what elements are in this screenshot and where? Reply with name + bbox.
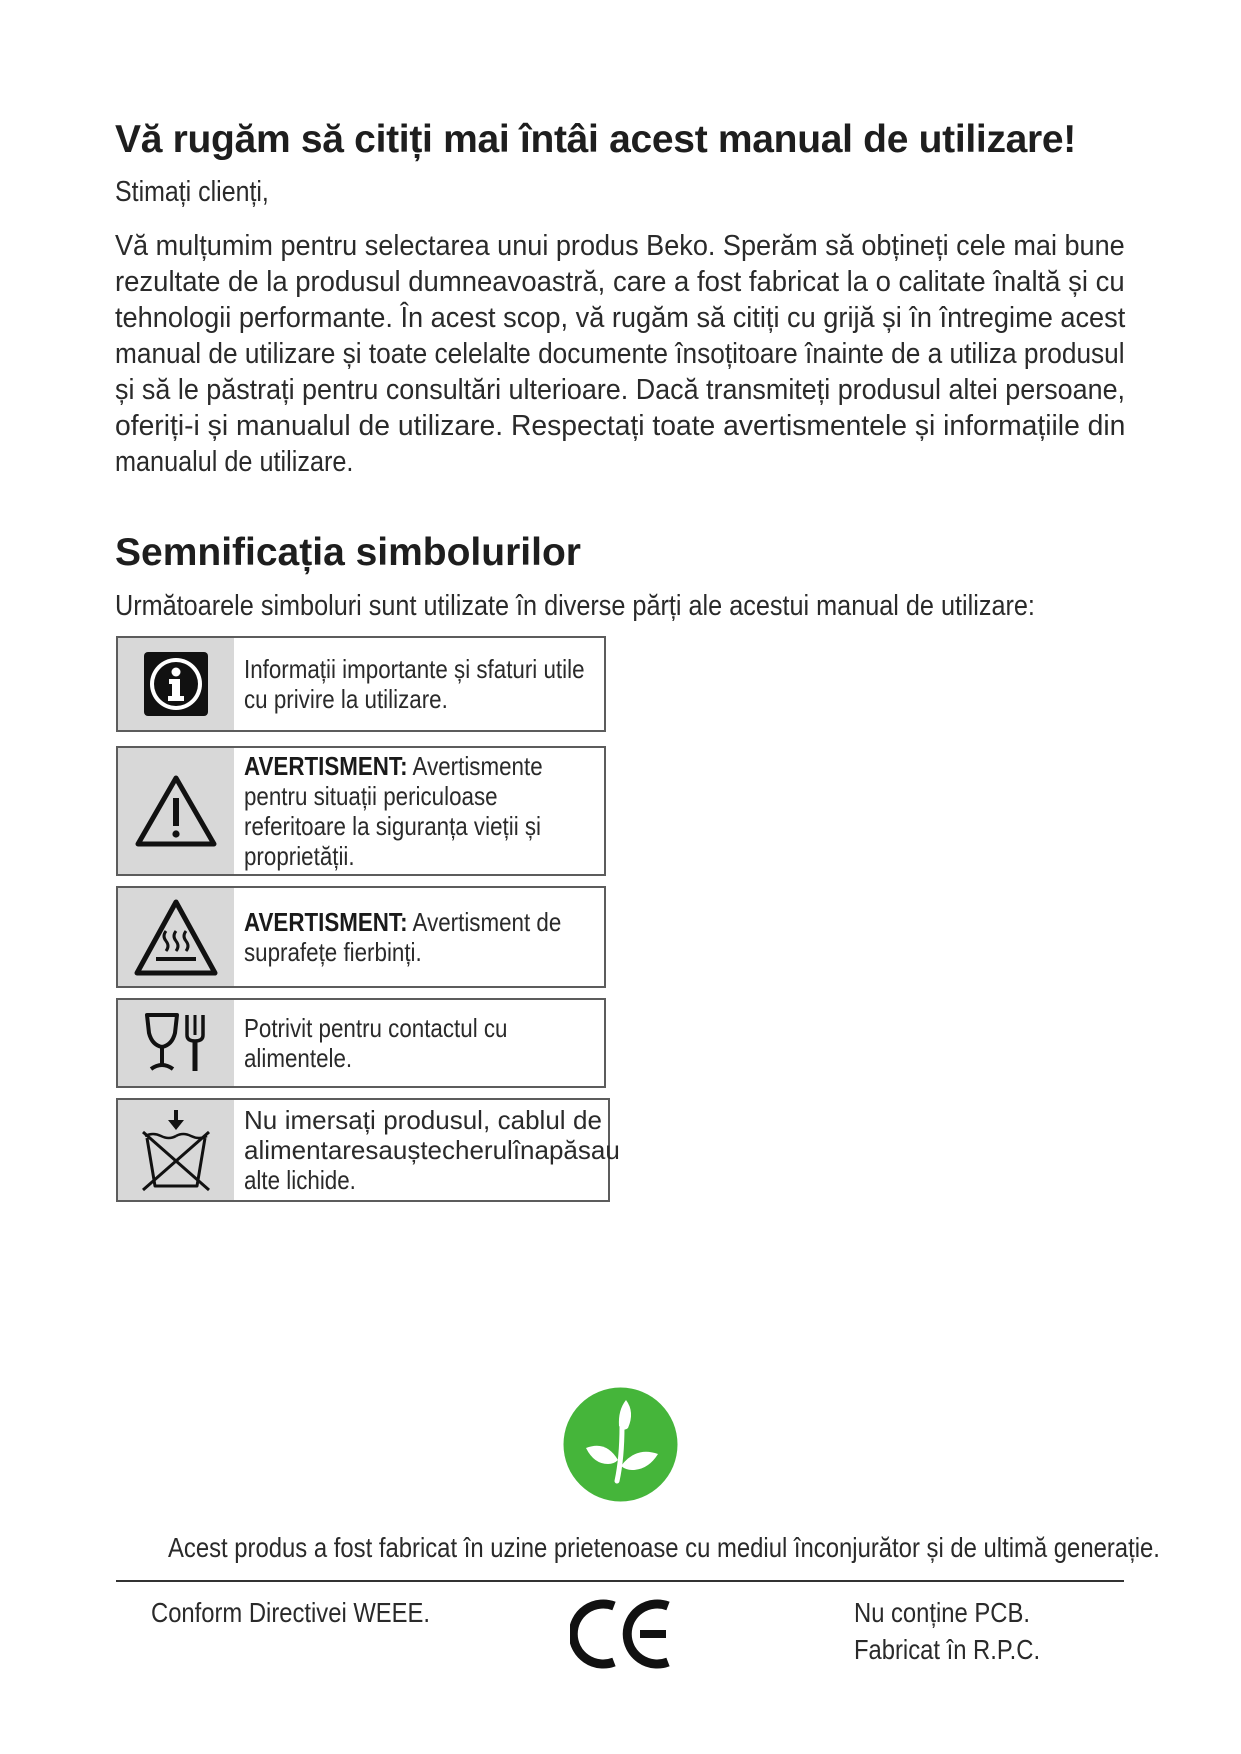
divider <box>116 1580 1124 1582</box>
section-title: Semnificația simbolurilor <box>115 531 581 574</box>
warning-label: AVERTISMENT: <box>244 907 408 937</box>
symbol-row-do-not-immerse <box>116 1098 620 1202</box>
symbol-text-line: pentru situații periculoase <box>244 781 498 811</box>
symbol-row-warning <box>116 746 606 876</box>
warning-icon <box>134 774 218 848</box>
page-title: Vă rugăm să citiți mai întâi acest manual de utilizare! <box>115 118 1076 161</box>
justified-word: sau <box>577 1135 620 1165</box>
origin-note: Fabricat în R.P.C. <box>854 1634 1041 1665</box>
justified-word: produsul, <box>383 1105 491 1135</box>
symbol-row-info <box>116 636 606 732</box>
symbol-text-line-justified <box>244 1135 620 1165</box>
weee-compliance: Conform Directivei WEEE. <box>151 1597 431 1628</box>
justified-word: ștecherul <box>407 1135 513 1165</box>
justified-word: cablul <box>497 1105 566 1135</box>
intro-paragraph <box>115 228 1125 480</box>
section-subtitle: Următoarele simboluri sunt utilizate în diverse părți ale acestui manual de utilizare: <box>115 590 1035 622</box>
symbol-text-line: alimentele. <box>244 1043 353 1073</box>
symbol-text-line: alte lichide. <box>244 1165 356 1195</box>
intro-line: Vă mulțumim pentru selectarea unui produs Beko. Sperăm să obțineți cele mai bune <box>115 230 1125 262</box>
do-not-immerse-icon <box>139 1108 213 1192</box>
justified-word: de <box>573 1105 602 1135</box>
intro-line: oferiți-i și manualul de utilizare. Respectați toate avertismentele și informațiile din <box>115 410 1126 442</box>
symbol-text-line: proprietății. <box>244 841 355 871</box>
intro-line: manualul de utilizare. <box>115 446 354 478</box>
symbol-text-line: cu privire la utilizare. <box>244 684 448 714</box>
greeting: Stimați clienți, <box>115 176 269 208</box>
justified-word: apă <box>534 1135 578 1165</box>
symbol-text-line: Avertismente <box>407 751 543 781</box>
intro-line: manual de utilizare și toate celelalte documente însoțitoare înainte de a utiliza produsul <box>115 338 1125 370</box>
pcb-note: Nu conține PCB. <box>854 1597 1030 1628</box>
symbol-text-line: Potrivit pentru contactul cu <box>244 1013 508 1043</box>
justified-word: sau <box>365 1135 408 1165</box>
symbol-text-line: referitoare la siguranța vieții și <box>244 811 542 841</box>
justified-word: în <box>512 1135 535 1165</box>
intro-line: rezultate de la produsul dumneavoastră, care a fost fabricat la o calitate înaltă și cu <box>115 266 1125 298</box>
intro-line: tehnologii performante. În acest scop, vă rugăm să citiți cu grijă și în întregime acest <box>115 302 1126 334</box>
hot-surface-icon <box>132 897 220 977</box>
intro-line: și să le păstrați pentru consultări ulterioare. Dacă transmiteți produsul altei persoane, <box>115 374 1126 406</box>
food-contact-icon <box>141 1009 211 1077</box>
justified-word: imersați <box>284 1105 376 1135</box>
symbol-text-line-justified <box>244 1105 602 1135</box>
leaf-icon <box>562 1386 679 1503</box>
symbol-text-line: Avertisment de <box>407 907 562 937</box>
warning-label: AVERTISMENT: <box>244 751 408 781</box>
symbol-text-line: suprafețe fierbinți. <box>244 937 422 967</box>
footer-right-notes <box>854 1594 1073 1668</box>
ce-mark-icon <box>570 1598 673 1670</box>
symbol-row-hot-surface <box>116 886 606 988</box>
info-icon <box>142 650 210 718</box>
symbol-row-food-contact <box>116 998 606 1088</box>
justified-word: Nu <box>244 1105 278 1135</box>
eco-statement: Acest produs a fost fabricat în uzine prietenoase cu mediul înconjurător și de ultimă generație. <box>168 1532 1160 1563</box>
symbol-text-line: Informații importante și sfaturi utile <box>244 654 585 684</box>
justified-word: alimentare <box>244 1135 366 1165</box>
